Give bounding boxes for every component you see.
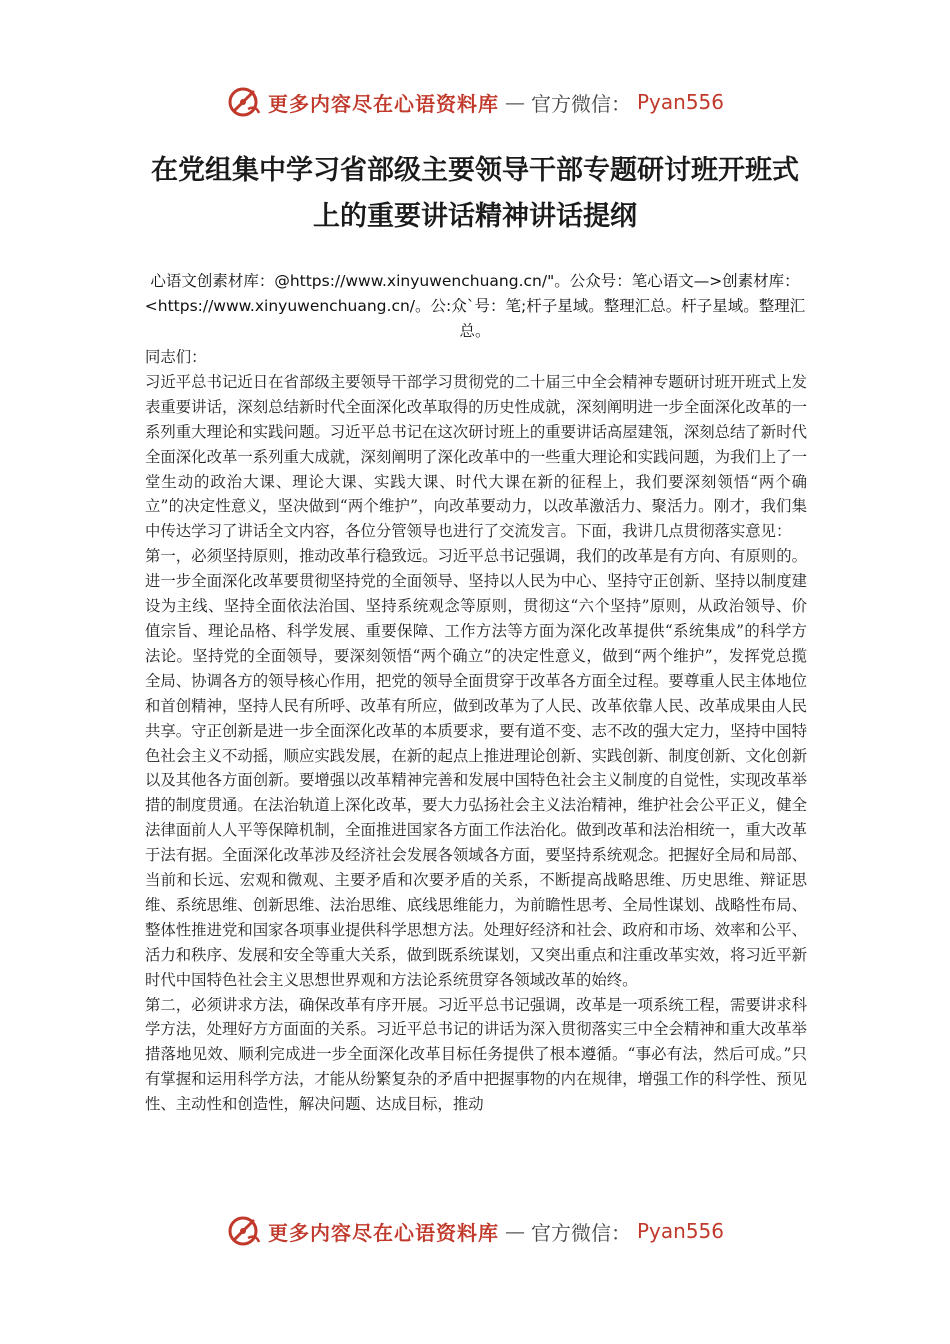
paragraph-second: 第二，必须讲求方法，确保改革有序开展。习近平总书记强调，改革是一项系统工程，需要讲求科学方法，处理好方方面面的关系。习近平总书记的讲话为深入贯彻落实三中全会精神和重大改革举措落地见效、顺利完成进一步全面深化改革目标任务提供了根本遵循。“事必有法，然后可成。”只有掌握和运用科学方法，才能从纷繁复杂的矛盾中把握事物的内在规律，增强工作的科学性、预见性、主动性和创造性，解决问题、达成目标，推动 — [145, 995, 807, 1114]
banner-separator: — — [504, 1219, 525, 1243]
footer-banner — [0, 1211, 950, 1251]
header-banner — [0, 82, 950, 122]
paragraph-first: 第一，必须坚持原则，推动改革行稳致远。习近平总书记强调，我们的改革是有方向、有原则的。进一步全面深化改革要贯彻坚持党的全面领导、坚持以人民为中心、坚持守正创新、坚持以制度建设为主线、坚持全面依法治国、坚持系统观念等原则，贯彻这“六个坚持”原则，从政治领导、价值宗旨、理论品格、科学发展、重要保障、工作方法等方面为深化改革提供“系统集成”的科学方法论。坚持党的全面领导，要深刻领悟“两个确立”的决定性意义，做到“两个维护”，发挥党总揽全局、协调各方的领导核心作用，把党的领导全面贯穿于改革各方面全过程。要尊重人民主体地位和首创精神，坚持人民有所呼、改革有所应，做到改革为了人民、改革依靠人民、改革成果由人民共享。守正创新是进一步全面深化改革的本质要求，要有道不变、志不改的强大定力，坚持中国特色社会主义不动摇，顺应实践发展，在新的起点上推进理论创新、实践创新、制度创新、文化创新以及其他各方面创新。要增强以改革精神完善和发展中国特色社会主义制度的自觉性，实现改革举措的制度贯通。在法治轨道上深化改革，要大力弘扬社会主义法治精神，维护社会公平正义，健全法律面前人人平等保障机制，全面推进国家各方面工作法治化。做到改革和法治相统一，重大改革于法有据。全面深化改革涉及经济社会发展各领域各方面，要坚持系统观念。把握好全局和局部、当前和长远、宏观和微观、主要矛盾和次要矛盾的关系，不断提高战略思维、历史思维、辩证思维、系统思维、创新思维、法治思维、底线思维能力，为前瞻性思考、全局性谋划、战略性布局、整体性推进党和国家各项事业提供科学思想方法。处理好经济和社会、政府和市场、效率和公平、活力和秩序、发展和安全等重大关系，做到既系统谋划，又突出重点和注重改革实效，将习近平新时代中国特色社会主义思想世界观和方法论系统贯穿各领域改革的始终。 — [145, 547, 807, 989]
source-note: 心语文创素材库：@https://www.xinyuwenchuang.cn/"。公众号：笔心语文—>创素材库：<https://www.xinyuwenchuang.cn/。公:众`号：笔;杆子星域。整理汇总。杆子星域。整理汇总。 — [144, 272, 806, 340]
document-body — [145, 345, 807, 1117]
banner-official: 官方微信： — [530, 1220, 631, 1245]
banner-separator: — — [504, 90, 525, 114]
brand-logo-icon — [226, 1214, 262, 1248]
brand-logo-icon — [226, 85, 262, 119]
salutation: 同志们： — [145, 348, 207, 366]
banner-wechat-id: Pyan556 — [636, 1219, 724, 1243]
banner-official: 官方微信： — [530, 91, 631, 116]
banner-brand: 更多内容尽在心语资料库 — [267, 1220, 499, 1245]
document-title: 在党组集中学习省部级主要领导干部专题研讨班开班式上的重要讲话精神讲话提纲 — [151, 155, 799, 232]
banner-wechat-id: Pyan556 — [636, 90, 724, 114]
paragraph-intro: 习近平总书记近日在省部级主要领导干部学习贯彻党的二十届三中全会精神专题研讨班开班式上发表重要讲话，深刻总结新时代全面深化改革取得的历史性成就，深刻阐明进一步全面深化改革的一系列重大理论和实践问题。习近平总书记在这次研讨班上的重要讲话高屋建瓴，深刻总结了新时代全面深化改革一系列重大成就，深刻阐明了深化改革中的一些重大理论和实践问题，为我们上了一堂生动的政治大课、理论大课、实践大课、时代大课在新的征程上，我们要深刻领悟“两个确立”的决定性意义，坚决做到“两个维护”，向改革要动力，以改革激活力、聚活力。刚才，我们集中传达学习了讲话全文内容，各位分管领导也进行了交流发言。下面，我讲几点贯彻落实意见： — [145, 372, 807, 541]
banner-brand: 更多内容尽在心语资料库 — [267, 91, 499, 116]
